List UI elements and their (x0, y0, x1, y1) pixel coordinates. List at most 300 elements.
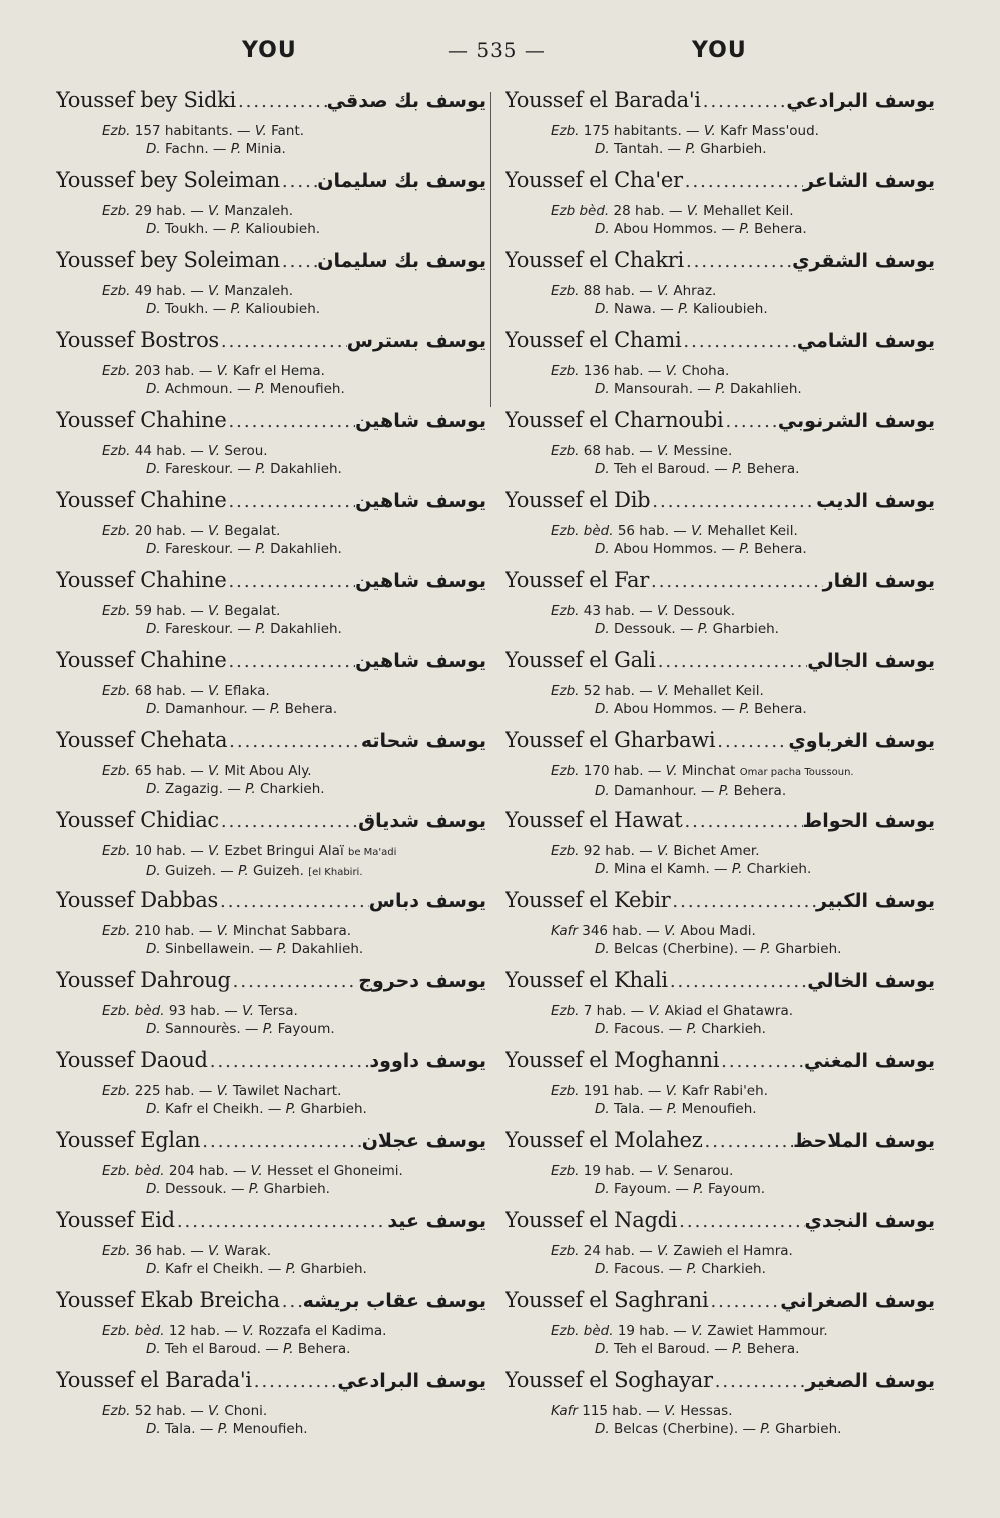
directory-entry (505, 1128, 935, 1208)
entry-population: 93 hab. (168, 1003, 220, 1019)
leader-dots (677, 1211, 804, 1232)
entry-arabic-name: يوسف الغرباوي (788, 730, 935, 752)
entry-arabic-name: يوسف داوود (369, 1050, 486, 1072)
leader-dots (231, 971, 359, 992)
entry-name-line (505, 1128, 935, 1162)
entry-locality-line: Ezb. 210 hab. — V. Minchat Sabbara. (102, 923, 352, 939)
entry-village: Kafr Mass'oud. (720, 123, 819, 139)
entry-name-line (56, 1368, 486, 1402)
entry-locality-line: Ezb bèd. 28 hab. — V. Mehallet Keil. (551, 203, 794, 219)
entry-bed: bèd. (134, 1163, 165, 1179)
entry-name-line (505, 168, 935, 202)
directory-entry (56, 168, 486, 248)
entry-population: 115 hab. (582, 1403, 642, 1419)
entry-name: Youssef el Molahez (505, 1128, 703, 1152)
entry-type: Ezb. (102, 1243, 131, 1259)
entry-name-line (505, 408, 935, 442)
entry-village: Mehallet Keil. (703, 203, 794, 219)
entry-arabic-name: يوسف البرادعي (337, 1370, 486, 1392)
entry-population: 43 hab. (583, 603, 635, 619)
entry-arabic-name: يوسف الفار (822, 570, 935, 592)
entry-population: 19 hab. (583, 1163, 635, 1179)
entry-village: Ezbet Bringui Alaï (224, 843, 344, 859)
entry-population: 12 hab. (168, 1323, 220, 1339)
entry-admin-line: D. Facous. — P. Charkieh. (595, 1021, 766, 1037)
entry-province: Gharbieh. (775, 1421, 842, 1437)
entry-arabic-name: يوسف بسترس (346, 330, 486, 352)
entry-village: Bichet Amer. (673, 843, 760, 859)
entry-type: Ezb. (551, 283, 580, 299)
entry-admin-line: D. Dessouk. — P. Gharbieh. (146, 1181, 330, 1197)
entry-name-line (56, 88, 486, 122)
entry-population: 56 hab. (617, 523, 669, 539)
entry-name-line (505, 888, 935, 922)
entry-name: Youssef el Gharbawi (505, 728, 716, 752)
entry-village: Choha. (681, 363, 730, 379)
entry-name-line (505, 1288, 935, 1322)
entry-arabic-name: يوسف شاهين (355, 490, 486, 512)
entry-locality-line: Ezb. bèd. 12 hab. — V. Rozzafa el Kadima. (102, 1323, 387, 1339)
entry-arabic-name: يوسف الشاعر (803, 170, 935, 192)
leader-dots (226, 651, 355, 672)
entry-admin-line: D. Mansourah. — P. Dakahlieh. (595, 381, 802, 397)
entry-village: Rozzafa el Kadima. (258, 1323, 387, 1339)
entry-name-line (505, 568, 935, 602)
entry-name: Youssef Chehata (56, 728, 228, 752)
directory-entry (56, 648, 486, 728)
entry-village: Dessouk. (673, 603, 736, 619)
entry-province: Dakahlieh. (270, 461, 342, 477)
entry-admin-line: D. Fareskour. — P. Dakahlieh. (146, 621, 342, 637)
entry-district: Teh el Baroud. (613, 1341, 710, 1357)
entry-name-line (56, 1288, 486, 1322)
entry-village: Eflaka. (224, 683, 270, 699)
entry-bed: bèd. (134, 1003, 165, 1019)
entry-extra-note: [el Khabiri. (308, 867, 363, 878)
entry-province: Menoufieh. (681, 1101, 757, 1117)
entry-locality-line: Ezb. 136 hab. — V. Choha. (551, 363, 730, 379)
entry-bed: bèd. (579, 203, 610, 219)
entry-locality-line: Ezb. 10 hab. — V. Ezbet Bringui Alaï be Ma'adi (102, 843, 397, 859)
entry-province: Behera. (754, 221, 807, 237)
entry-population: 65 hab. (134, 763, 186, 779)
directory-entry (505, 1368, 935, 1448)
entry-admin-line: D. Fayoum. — P. Fayoum. (595, 1181, 766, 1197)
entry-locality-line: Ezb. 175 habitants. — V. Kafr Mass'oud. (551, 123, 819, 139)
entry-locality-line: Ezb. 191 hab. — V. Kafr Rabi'eh. (551, 1083, 768, 1099)
entry-province: Dakahlieh. (270, 621, 342, 637)
leader-dots (701, 91, 787, 112)
entry-province: Behera. (754, 541, 807, 557)
entry-arabic-name: يوسف البرادعي (786, 90, 935, 112)
entry-name: Youssef bey Soleiman (56, 248, 280, 272)
entry-province: Behera. (746, 461, 800, 477)
leader-dots (683, 171, 803, 192)
entry-village: Mehallet Keil. (707, 523, 798, 539)
leader-dots (226, 571, 355, 592)
leader-dots (226, 411, 355, 432)
directory-entry (56, 1128, 486, 1208)
entry-name-line (505, 728, 935, 762)
leader-dots (715, 731, 788, 752)
entry-name: Youssef el Far (505, 568, 649, 592)
entry-arabic-name: يوسف شاهين (355, 410, 486, 432)
entry-province: Kalioubieh. (245, 301, 321, 317)
entry-name: Youssef Chahine (56, 408, 227, 432)
entry-name: Youssef Ekab Breicha (56, 1288, 280, 1312)
entry-district: Kafr el Cheikh. (164, 1101, 264, 1117)
entry-admin-line: D. Mina el Kamh. — P. Charkieh. (595, 861, 812, 877)
entry-population: 92 hab. (583, 843, 635, 859)
entry-district: Guizeh. (164, 863, 216, 879)
entry-village: Choni. (224, 1403, 268, 1419)
entry-district: Fayoum. (613, 1181, 672, 1197)
leader-dots (219, 811, 358, 832)
entry-population: 346 hab. (582, 923, 642, 939)
entry-type: Kafr (551, 923, 578, 939)
entry-population: 52 hab. (583, 683, 635, 699)
leader-dots (668, 971, 807, 992)
leader-dots (649, 571, 823, 592)
directory-entry (505, 328, 935, 408)
directory-entry (56, 1208, 486, 1288)
entry-name: Youssef el Chakri (505, 248, 684, 272)
entry-name: Youssef Dabbas (56, 888, 218, 912)
entry-name-line (56, 888, 486, 922)
entry-population: 29 hab. (134, 203, 186, 219)
entry-name: Youssef Chahine (56, 488, 227, 512)
entry-name: Youssef Daoud (56, 1048, 208, 1072)
entry-admin-line: D. Teh el Baroud. — P. Behera. (146, 1341, 351, 1357)
entry-name: Youssef el Barada'i (505, 88, 701, 112)
entry-arabic-name: يوسف الصغراني (780, 1290, 935, 1312)
entry-arabic-name: يوسف بك سليمان (317, 250, 486, 272)
entry-admin-line: D. Teh el Baroud. — P. Behera. (595, 461, 800, 477)
entry-name: Youssef el Hawat (505, 808, 683, 832)
entry-population: 59 hab. (134, 603, 186, 619)
entry-village: Manzaleh. (224, 203, 294, 219)
entry-district: Tala. (164, 1421, 196, 1437)
entry-type: Ezb. (102, 763, 131, 779)
leader-dots (208, 1051, 370, 1072)
entry-bed: bèd. (134, 1323, 165, 1339)
entry-name: Youssef el Saghrani (505, 1288, 709, 1312)
entry-locality-line: Ezb. 20 hab. — V. Begalat. (102, 523, 281, 539)
directory-entry (56, 88, 486, 168)
entry-province: Charkieh. (701, 1021, 766, 1037)
entry-district: Tala. (613, 1101, 645, 1117)
entry-name-line (56, 968, 486, 1002)
entry-name-line (56, 1048, 486, 1082)
entry-population: 175 habitants. (583, 123, 682, 139)
entry-locality-line: Kafr 115 hab. — V. Hessas. (551, 1403, 733, 1419)
entry-arabic-name: يوسف الخالي (807, 970, 935, 992)
leader-dots (200, 1131, 361, 1152)
entry-type: Ezb. (551, 843, 580, 859)
entry-locality-line: Ezb. 157 habitants. — V. Fant. (102, 123, 305, 139)
entry-locality-line: Ezb. 43 hab. — V. Dessouk. (551, 603, 736, 619)
entry-arabic-name: يوسف الديب (816, 490, 935, 512)
entry-arabic-name: يوسف دباس (368, 890, 486, 912)
entry-admin-line: D. Abou Hommos. — P. Behera. (595, 541, 807, 557)
entry-district: Achmoun. (164, 381, 233, 397)
entry-locality-line: Ezb. 65 hab. — V. Mit Abou Aly. (102, 763, 312, 779)
entry-admin-line: D. Sinbellawein. — P. Dakahlieh. (146, 941, 364, 957)
entry-type: Ezb. (551, 1323, 580, 1339)
directory-entry (505, 88, 935, 168)
entry-admin-line: D. Teh el Baroud. — P. Behera. (595, 1341, 800, 1357)
entry-village: Ahraz. (673, 283, 717, 299)
entry-admin-line: D. Damanhour. — P. Behera. (595, 783, 787, 799)
entry-village: Tawilet Nachart. (232, 1083, 342, 1099)
entry-admin-line: D. Abou Hommos. — P. Behera. (595, 701, 807, 717)
entry-name: Youssef Chahine (56, 648, 227, 672)
entry-arabic-name: يوسف عيد (387, 1210, 486, 1232)
entry-village-extra: Omar pacha Toussoun. (739, 767, 854, 778)
entry-type: Ezb. (551, 763, 580, 779)
entry-name: Youssef bey Soleiman (56, 168, 280, 192)
entry-village: Serou. (224, 443, 268, 459)
directory-entry (56, 488, 486, 568)
leader-dots (218, 891, 369, 912)
directory-entry (56, 808, 486, 888)
entry-village: Warak. (224, 1243, 272, 1259)
entry-type: Ezb. (102, 1163, 131, 1179)
leader-dots (252, 1371, 338, 1392)
entry-province: Kalioubieh. (692, 301, 768, 317)
entry-admin-line: D. Guizeh. — P. Guizeh. [el Khabiri. (146, 863, 363, 879)
entry-type: Ezb. (551, 1003, 580, 1019)
entry-name-line (56, 488, 486, 522)
entry-name-line (505, 1208, 935, 1242)
entry-population: 19 hab. (617, 1323, 669, 1339)
entry-district: Nawa. (613, 301, 656, 317)
entry-village: Tersa. (258, 1003, 298, 1019)
leader-dots (713, 1371, 806, 1392)
entry-province: Charkieh. (260, 781, 325, 797)
entry-name-line (56, 328, 486, 362)
entry-district: Fareskour. (164, 461, 234, 477)
entry-locality-line: Ezb. 49 hab. — V. Manzaleh. (102, 283, 294, 299)
entry-village: Hesset el Ghoneimi. (266, 1163, 403, 1179)
entry-bed: bèd. (583, 1323, 614, 1339)
directory-entry (505, 1048, 935, 1128)
entry-population: 210 hab. (134, 923, 195, 939)
entry-type: Ezb. (551, 1243, 580, 1259)
entry-district: Dessouk. (613, 621, 676, 637)
leader-dots (656, 651, 808, 672)
entry-village: Abou Madi. (680, 923, 756, 939)
header-right-keyword: YOU (692, 38, 747, 63)
entry-village: Akiad el Ghatawra. (664, 1003, 794, 1019)
entry-village: Mit Abou Aly. (224, 763, 312, 779)
entry-admin-line: D. Abou Hommos. — P. Behera. (595, 221, 807, 237)
entry-name-line (505, 648, 935, 682)
directory-entry (56, 408, 486, 488)
entry-population: 68 hab. (134, 683, 186, 699)
entry-name: Youssef el Nagdi (505, 1208, 678, 1232)
entry-locality-line: Ezb. 36 hab. — V. Warak. (102, 1243, 272, 1259)
entry-province: Gharbieh. (300, 1261, 367, 1277)
directory-entry (505, 648, 935, 728)
entry-district: Facous. (613, 1261, 665, 1277)
leader-dots (280, 171, 317, 192)
directory-entry (505, 1288, 935, 1368)
entry-province: Charkieh. (701, 1261, 766, 1277)
entry-arabic-name: يوسف المغني (803, 1050, 935, 1072)
directory-entry (56, 888, 486, 968)
leader-dots (670, 891, 816, 912)
leader-dots (236, 91, 327, 112)
page-header (0, 38, 1000, 72)
entry-name: Youssef el Soghayar (505, 1368, 713, 1392)
directory-entry (505, 568, 935, 648)
entry-locality-line: Ezb. bèd. 204 hab. — V. Hesset el Ghoneimi. (102, 1163, 403, 1179)
entry-type: Ezb. (102, 1083, 131, 1099)
entry-locality-line: Ezb. bèd. 56 hab. — V. Mehallet Keil. (551, 523, 798, 539)
entry-type: Ezb. (102, 123, 131, 139)
entry-name-line (56, 568, 486, 602)
entry-district: Damanhour. (164, 701, 248, 717)
directory-entry (56, 728, 486, 808)
entry-type: Ezb. (102, 843, 131, 859)
leader-dots (280, 1291, 303, 1312)
entry-admin-line: D. Nawa. — P. Kalioubieh. (595, 301, 768, 317)
entry-admin-line: D. Kafr el Cheikh. — P. Gharbieh. (146, 1261, 367, 1277)
entry-province: Behera. (733, 783, 787, 799)
entry-name-line (505, 248, 935, 282)
entry-type: Ezb (551, 203, 576, 219)
entry-village-extra: be Ma'adi (348, 847, 397, 858)
directory-entry (56, 1368, 486, 1448)
entry-locality-line: Kafr 346 hab. — V. Abou Madi. (551, 923, 756, 939)
entry-district: Abou Hommos. (613, 701, 718, 717)
entry-type: Ezb. (102, 1403, 131, 1419)
directory-entry (56, 1048, 486, 1128)
entry-bed: bèd. (583, 523, 614, 539)
entry-province: Minia. (245, 141, 286, 157)
right-column (505, 88, 935, 1448)
entry-name-line (505, 808, 935, 842)
directory-entry (505, 728, 935, 808)
entry-district: Fachn. (164, 141, 209, 157)
entry-name-line (56, 168, 486, 202)
entry-locality-line: Ezb. bèd. 19 hab. — V. Zawiet Hammour. (551, 1323, 828, 1339)
entry-name-line (56, 648, 486, 682)
entry-locality-line: Ezb. 68 hab. — V. Messine. (551, 443, 733, 459)
entry-arabic-name: يوسف الشقري (792, 250, 935, 272)
entry-type: Kafr (551, 1403, 578, 1419)
entry-locality-line: Ezb. 52 hab. — V. Mehallet Keil. (551, 683, 764, 699)
directory-entry (56, 568, 486, 648)
entry-name-line (56, 808, 486, 842)
entry-name: Youssef el Dib (505, 488, 651, 512)
entry-admin-line: D. Toukh. — P. Kalioubieh. (146, 221, 321, 237)
entry-name: Youssef el Kebir (505, 888, 671, 912)
entry-arabic-name: يوسف الصغير (805, 1370, 935, 1392)
entry-name: Youssef el Charnoubi (505, 408, 724, 432)
entry-province: Gharbieh. (263, 1181, 330, 1197)
entry-name: Youssef el Moghanni (505, 1048, 720, 1072)
entry-name: Youssef Chidiac (56, 808, 219, 832)
entry-admin-line: D. Fareskour. — P. Dakahlieh. (146, 461, 342, 477)
entry-population: 20 hab. (134, 523, 186, 539)
entry-locality-line: Ezb. 52 hab. — V. Choni. (102, 1403, 268, 1419)
leader-dots (723, 411, 777, 432)
entry-name-line (505, 488, 935, 522)
entry-province: Behera. (746, 1341, 800, 1357)
entry-locality-line: Ezb. 29 hab. — V. Manzaleh. (102, 203, 294, 219)
entry-admin-line: D. Sannourès. — P. Fayoum. (146, 1021, 335, 1037)
entry-district: Belcas (Cherbine). (613, 1421, 739, 1437)
entry-district: Mansourah. (613, 381, 693, 397)
entry-population: 157 habitants. (134, 123, 233, 139)
entry-admin-line: D. Achmoun. — P. Menoufieh. (146, 381, 345, 397)
entry-type: Ezb. (551, 123, 580, 139)
leader-dots (175, 1211, 387, 1232)
entry-admin-line: D. Tala. — P. Menoufieh. (595, 1101, 757, 1117)
entry-name: Youssef el Barada'i (56, 1368, 252, 1392)
page-number: — 535 — (448, 38, 546, 62)
entry-arabic-name: يوسف شحاته (360, 730, 486, 752)
entry-arabic-name: يوسف النجدي (804, 1210, 935, 1232)
entry-village: Begalat. (224, 603, 281, 619)
entry-province: Guizeh. (252, 863, 304, 879)
entry-locality-line: Ezb. 88 hab. — V. Ahraz. (551, 283, 717, 299)
directory-entry (56, 328, 486, 408)
entry-name: Youssef el Chami (505, 328, 682, 352)
entry-admin-line: D. Zagazig. — P. Charkieh. (146, 781, 325, 797)
directory-entry (505, 1208, 935, 1288)
directory-entry (505, 968, 935, 1048)
entry-province: Fayoum. (708, 1181, 766, 1197)
entry-province: Gharbieh. (775, 941, 842, 957)
entry-population: 52 hab. (134, 1403, 186, 1419)
directory-entry (505, 168, 935, 248)
entry-arabic-name: يوسف عقاب بريشه (302, 1290, 486, 1312)
entry-district: Teh el Baroud. (613, 461, 710, 477)
leader-dots (684, 251, 792, 272)
entry-locality-line: Ezb. bèd. 93 hab. — V. Tersa. (102, 1003, 298, 1019)
leader-dots (682, 811, 802, 832)
entry-name-line (505, 968, 935, 1002)
entry-locality-line: Ezb. 7 hab. — V. Akiad el Ghatawra. (551, 1003, 794, 1019)
entry-population: 10 hab. (134, 843, 186, 859)
entry-admin-line: D. Fachn. — P. Minia. (146, 141, 286, 157)
entry-type: Ezb. (102, 1323, 131, 1339)
entry-district: Teh el Baroud. (164, 1341, 261, 1357)
entry-village: Hessas. (680, 1403, 733, 1419)
directory-entry (505, 408, 935, 488)
header-left-keyword: YOU (242, 38, 297, 63)
entry-village: Begalat. (224, 523, 281, 539)
entry-arabic-name: يوسف الشامي (796, 330, 935, 352)
entry-village: Kafr Rabi'eh. (681, 1083, 768, 1099)
entry-admin-line: D. Kafr el Cheikh. — P. Gharbieh. (146, 1101, 367, 1117)
entry-population: 36 hab. (134, 1243, 186, 1259)
entry-name-line (505, 1048, 935, 1082)
entry-type: Ezb. (102, 683, 131, 699)
entry-locality-line: Ezb. 170 hab. — V. Minchat Omar pacha Toussoun. (551, 763, 854, 779)
entry-province: Menoufieh. (232, 1421, 308, 1437)
entry-district: Facous. (613, 1021, 665, 1037)
entry-village: Zawiet Hammour. (707, 1323, 828, 1339)
entry-name: Youssef el Cha'er (505, 168, 683, 192)
entry-arabic-name: يوسف شاهين (355, 570, 486, 592)
entry-population: 170 hab. (583, 763, 644, 779)
entry-province: Behera. (297, 1341, 351, 1357)
entry-village: Fant. (271, 123, 305, 139)
